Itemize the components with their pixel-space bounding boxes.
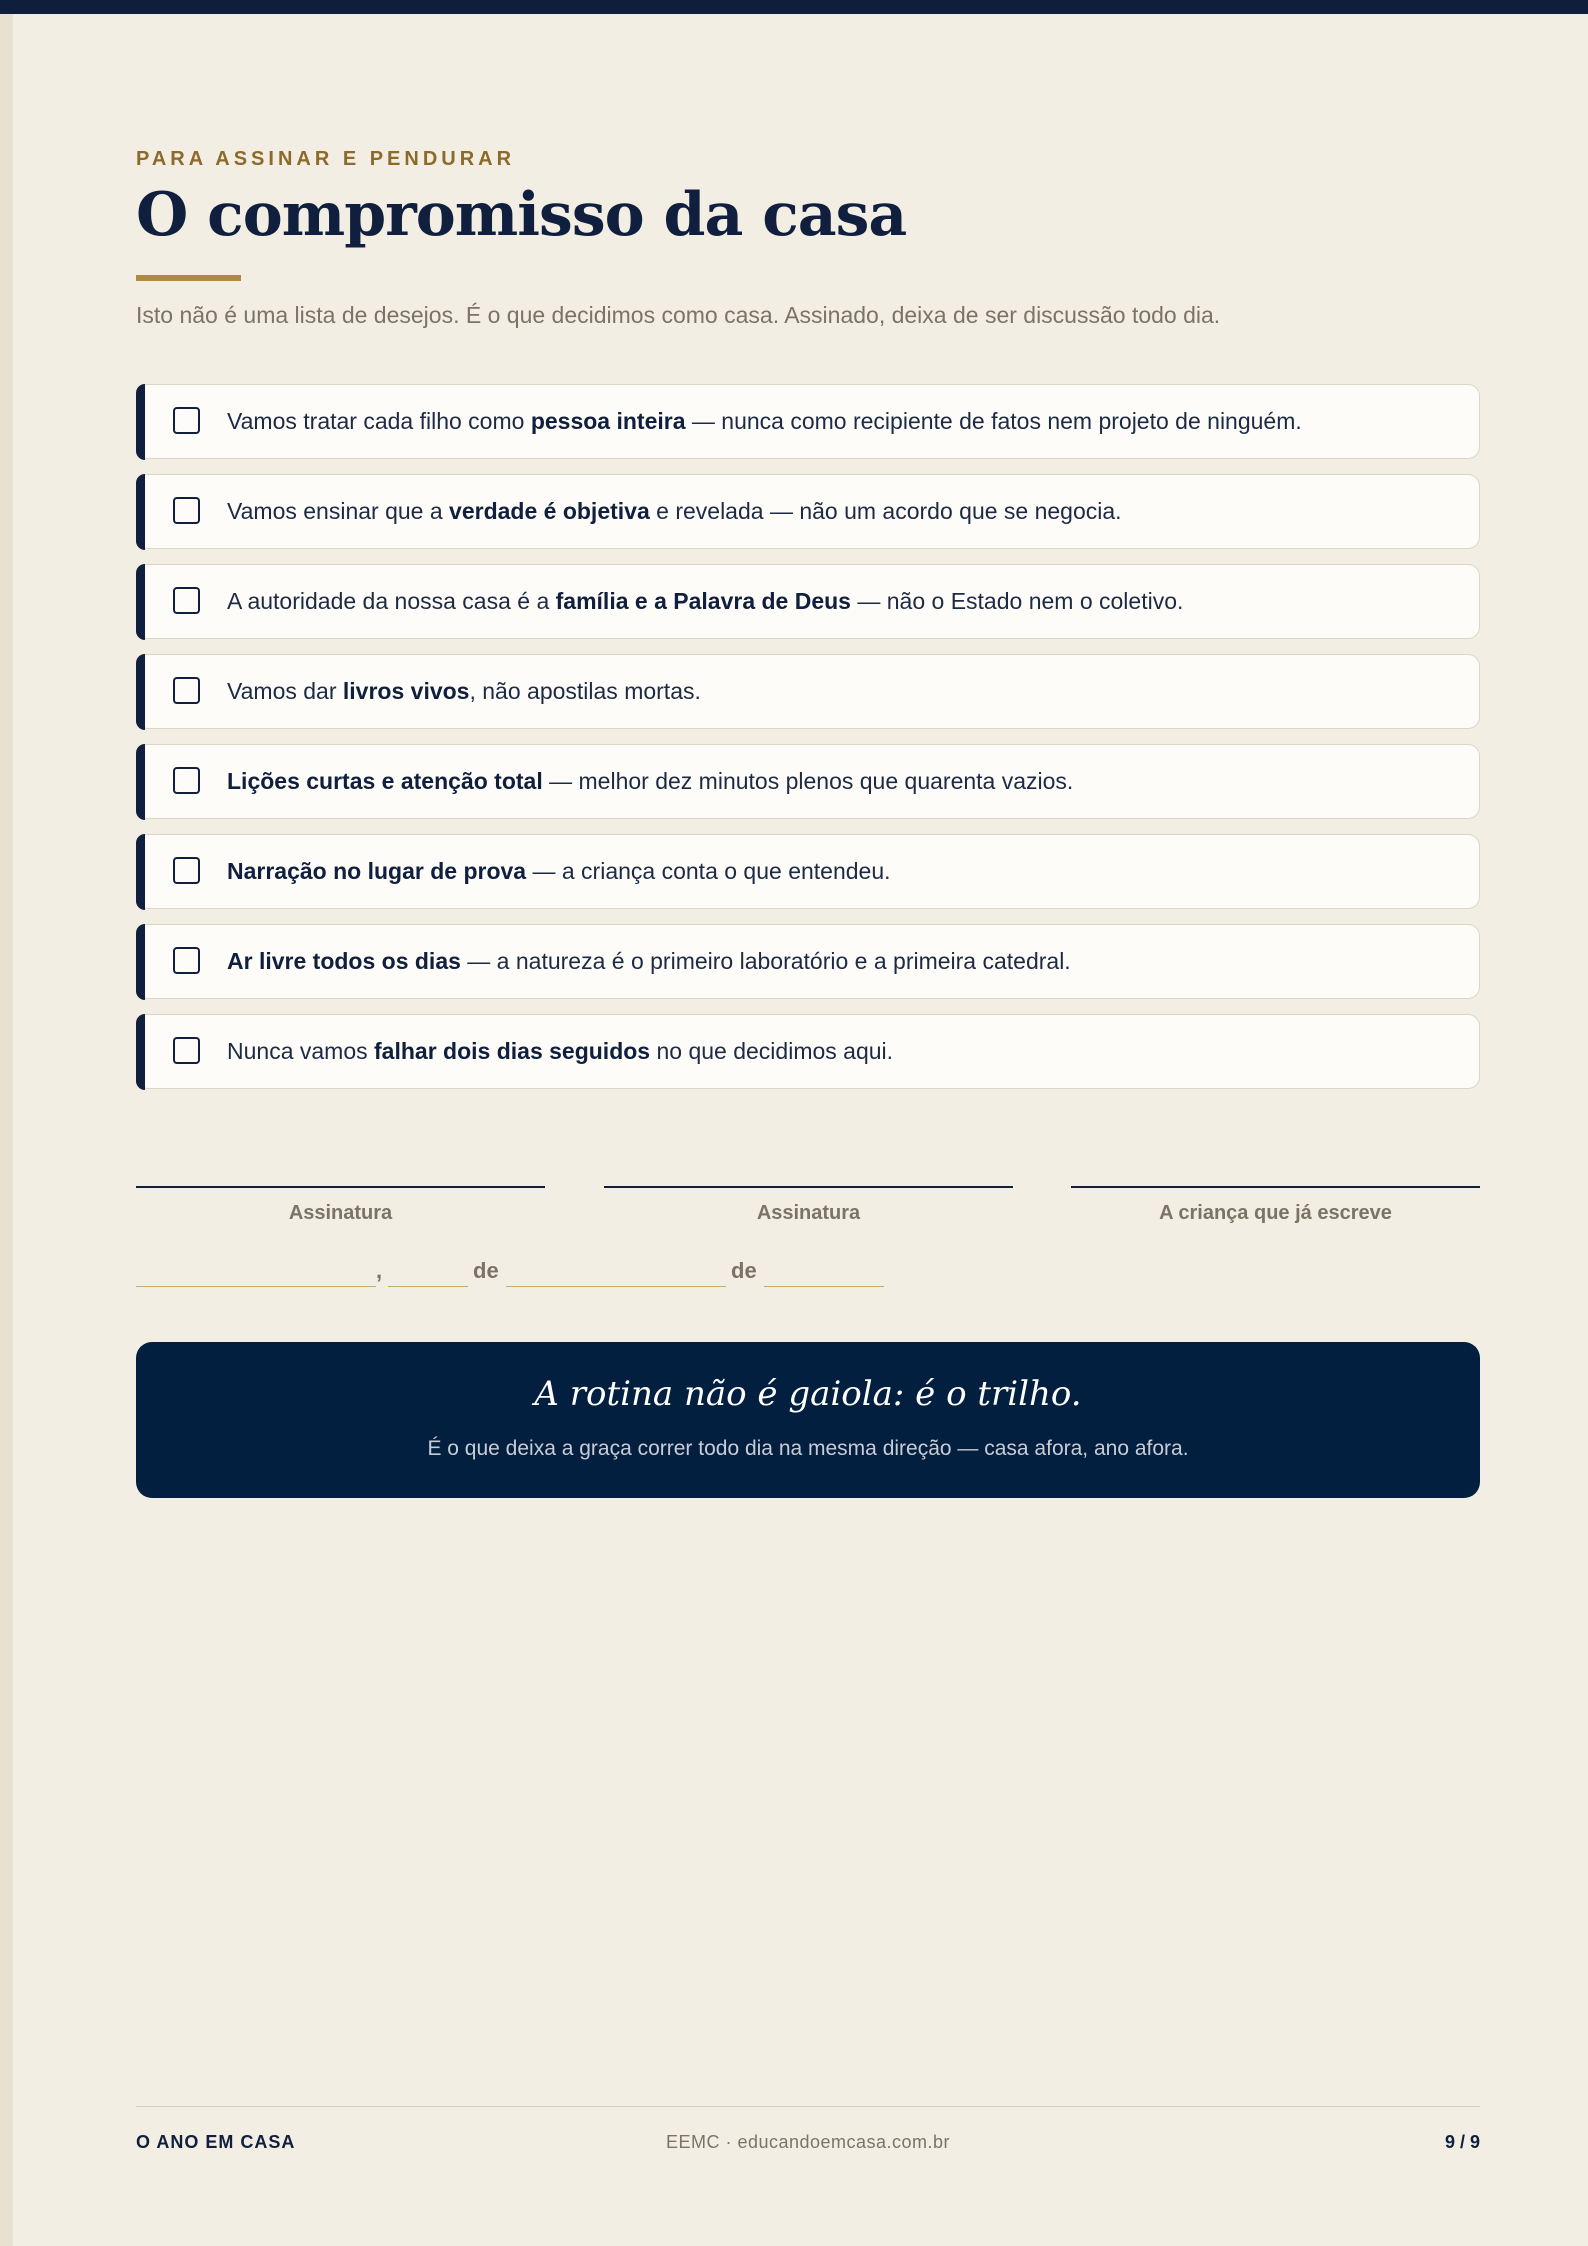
commitment-text-lead: A autoridade da nossa casa é a: [227, 588, 556, 614]
commitment-list: [136, 384, 1480, 1104]
commitment-text-lead: Vamos dar: [227, 678, 343, 704]
commitment-checkbox[interactable]: [173, 857, 200, 884]
commitment-text-rest: — melhor dez minutos plenos que quarenta vazios.: [542, 768, 1074, 794]
child-signature-label: A criança que já escreve: [1159, 1202, 1392, 1224]
commitment-text-bold: Ar livre todos os dias: [227, 948, 461, 974]
commitment-text: [227, 475, 1122, 547]
month-blank[interactable]: [506, 1286, 726, 1287]
commitment-text-bold: Lições curtas e atenção total: [227, 768, 543, 794]
commitment-text-rest: , não apostilas mortas.: [469, 678, 701, 704]
signature-block: [604, 1186, 1013, 1225]
commitment-text-lead: Vamos ensinar que a: [227, 498, 450, 524]
commitment-text-bold: livros vivos: [342, 678, 470, 704]
footer-series-title: O ANO EM CASA: [136, 2132, 296, 2152]
quote-banner: [136, 1342, 1480, 1498]
signature-line[interactable]: [136, 1186, 545, 1188]
year-blank[interactable]: [764, 1286, 884, 1287]
quote-sub-text: É o que deixa a graça correr todo dia na mesma direção — casa afora, ano afora.: [427, 1437, 1189, 1460]
signature-label: Assinatura: [288, 1202, 393, 1224]
commitment-checkbox[interactable]: [173, 587, 200, 614]
commitment-text-bold: família e a Palavra de Deus: [555, 588, 851, 614]
commitment-text: [227, 925, 1071, 997]
commitment-text: [227, 565, 1183, 637]
commitment-text: [227, 745, 1073, 817]
commitment-text-rest: — nunca como recipiente de fatos nem projeto de ninguém.: [685, 408, 1302, 434]
top-accent-bar: [0, 0, 1588, 14]
commitment-text-rest: — a criança conta o que entendeu.: [526, 858, 891, 884]
commitment-item: [136, 654, 1480, 729]
quote-main-text: A rotina não é gaiola: é o trilho.: [534, 1374, 1082, 1414]
commitment-text-rest: no que decidimos aqui.: [650, 1038, 894, 1064]
signature-row: [136, 1186, 1480, 1236]
commitment-checkbox[interactable]: [173, 767, 200, 794]
commitment-text-bold: Narração no lugar de prova: [227, 858, 527, 884]
page-number: 9 / 9: [1444, 2132, 1480, 2152]
page-title: O compromisso da casa: [136, 180, 907, 250]
commitment-text-lead: Vamos tratar cada filho como: [227, 408, 531, 434]
commitment-item: [136, 924, 1480, 999]
date-comma: ,: [376, 1258, 383, 1283]
commitment-text-rest: — a natureza é o primeiro laboratório e a primeira catedral.: [460, 948, 1071, 974]
intro-text: Isto não é uma lista de desejos. É o que decidimos como casa. Assinado, deixa de ser discussão todo dia.: [136, 302, 1221, 328]
commitment-item: [136, 744, 1480, 819]
date-de-1: de: [473, 1258, 499, 1283]
commitment-checkbox[interactable]: [173, 407, 200, 434]
commitment-text-bold: verdade é objetiva: [449, 498, 650, 524]
commitment-item: [136, 1014, 1480, 1089]
commitment-item: [136, 384, 1480, 459]
date-de-2: de: [731, 1258, 757, 1283]
commitment-item: [136, 834, 1480, 909]
signature-line[interactable]: [1071, 1186, 1480, 1188]
commitment-checkbox[interactable]: [173, 677, 200, 704]
commitment-item: [136, 474, 1480, 549]
commitment-text: [227, 385, 1302, 457]
commitment-checkbox[interactable]: [173, 497, 200, 524]
commitment-text-rest: e revelada — não um acordo que se negocia.: [649, 498, 1122, 524]
commitment-checkbox[interactable]: [173, 947, 200, 974]
commitment-text-lead: Nunca vamos: [227, 1038, 375, 1064]
title-underline: [136, 275, 241, 281]
commitment-text-bold: pessoa inteira: [530, 408, 686, 434]
signature-block: [136, 1186, 545, 1225]
page-edge-strip: [0, 0, 13, 2246]
commitment-text-rest: — não o Estado nem o coletivo.: [850, 588, 1184, 614]
commitment-text: [227, 655, 701, 727]
footer-divider: [136, 2106, 1480, 2107]
footer-site: EEMC · educandoemcasa.com.br: [665, 2132, 951, 2152]
commitment-text-bold: falhar dois dias seguidos: [374, 1038, 651, 1064]
signature-line[interactable]: [604, 1186, 1013, 1188]
commitment-text: [227, 1015, 893, 1087]
commitment-text: [227, 835, 891, 907]
commitment-checkbox[interactable]: [173, 1037, 200, 1064]
eyebrow-label: PARA ASSINAR E PENDURAR: [136, 148, 516, 170]
commitment-item: [136, 564, 1480, 639]
day-blank[interactable]: [388, 1286, 468, 1287]
place-blank[interactable]: [136, 1286, 376, 1287]
signature-label: Assinatura: [756, 1202, 861, 1224]
signature-block: [1071, 1186, 1480, 1225]
